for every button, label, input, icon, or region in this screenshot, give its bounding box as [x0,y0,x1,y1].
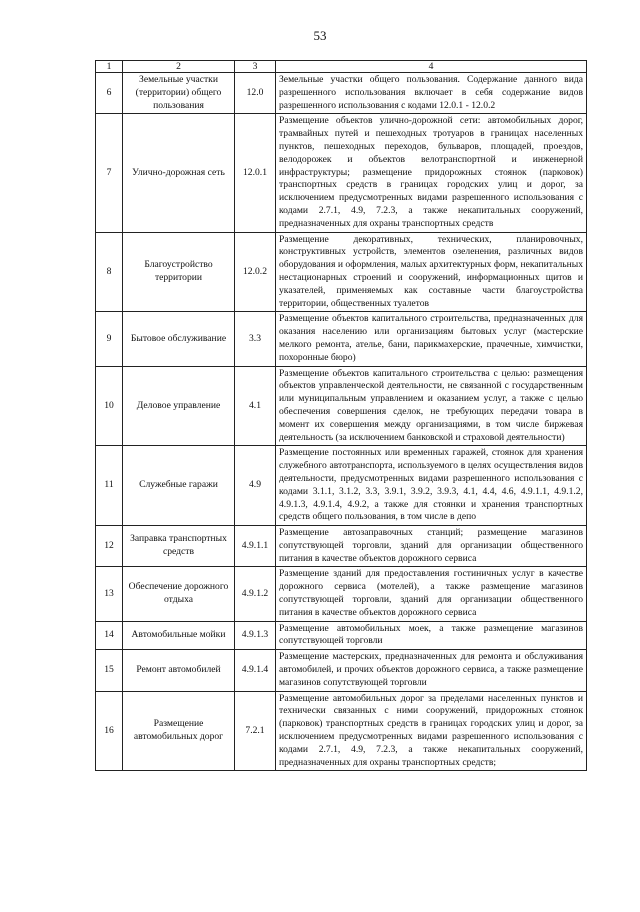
row-number: 15 [96,650,123,691]
use-description: Размещение постоянных или временных гаражей, стоянок для хранения служебного автотранспорта, используемого в целях осуществления видов деятельности, предусмотренных видами разрешенного использования с кодами 3.1.1, 3.1.2, 3.3, 3.9.1, 3.9.2, 3.9.3, 4.1, 4.4, 4.6, 4.9.1.1, 4.9.1.2, 4.9.1.3, 4.9.1.4, 4.9.2, а также для стоянки и хранения транспортных средств общего пользования, в том числе в депо [276,446,587,526]
use-code: 4.9.1.2 [235,567,276,621]
table-header-row [96,61,587,73]
use-description: Размещение декоративных, технических, планировочных, конструктивных устройств, элементов озеленения, различных видов оборудования и оформления, малых архитектурных форм, некапитальных нестационарных строений и сооружений, информационных щитов и указателей, применяемых как составные части благоустройства территории, общественных туалетов [276,232,587,312]
use-name: Улично-дорожная сеть [123,114,235,232]
column-header: 2 [123,61,235,73]
use-description: Размещение автомобильных дорог за пределами населенных пунктов и технически связанных с ними сооружений, придорожных стоянок (парковок) транспортных средств в границах городских улиц и дорог, за исключением предусмотренных видами разрешенного использования с кодами 2.7.1, 4.9, 7.2.3, а также некапитальных сооружений, предназначенных для охраны транспортных средств; [276,691,587,771]
row-number: 7 [96,114,123,232]
row-number: 8 [96,232,123,312]
row-number: 6 [96,73,123,114]
page-number: 53 [313,28,327,43]
use-code: 4.9 [235,446,276,526]
use-name: Благоустройство территории [123,232,235,312]
use-code: 12.0.2 [235,232,276,312]
row-number: 10 [96,366,123,446]
row-number: 11 [96,446,123,526]
use-name: Автомобильные мойки [123,621,235,650]
use-description: Размещение объектов улично-дорожной сети: автомобильных дорог, трамвайных путей и пешеходных тротуаров в границах населенных пунктов, пешеходных переходов, бульваров, площадей, проездов, велодорожек и объектов велотранспортной и инженерной инфраструктуры; размещение придорожных стоянок (парковок) транспортных средств в границах городских улиц и дорог, за исключением предусмотренных видами разрешенного использования с кодами 2.7.1, 4.9, 7.2.3, а также некапитальных сооружений, предназначенных для охраны транспортных средств [276,114,587,232]
column-header: 3 [235,61,276,73]
table-row [96,621,587,650]
use-name: Служебные гаражи [123,446,235,526]
use-description: Размещение объектов капитального строительства, предназначенных для оказания населению или организациям бытовых услуг (мастерские мелкого ремонта, ателье, бани, парикмахерские, прачечные, химчистки, похоронные бюро) [276,312,587,366]
row-number: 16 [96,691,123,771]
row-number: 14 [96,621,123,650]
use-description: Земельные участки общего пользования. Содержание данного вида разрешенного использования включает в себя содержание видов разрешенного использования с кодами 12.0.1 - 12.0.2 [276,73,587,114]
table-row [96,232,587,312]
table-row [96,691,587,771]
use-code: 4.9.1.3 [235,621,276,650]
use-name: Обеспечение дорожного отдыха [123,567,235,621]
use-name: Ремонт автомобилей [123,650,235,691]
use-name: Заправка транспортных средств [123,526,235,567]
use-code: 12.0.1 [235,114,276,232]
use-code: 12.0 [235,73,276,114]
use-description: Размещение мастерских, предназначенных для ремонта и обслуживания автомобилей, и прочих объектов дорожного сервиса, а также размещение магазинов сопутствующей торговли [276,650,587,691]
use-code: 4.9.1.4 [235,650,276,691]
column-header: 1 [96,61,123,73]
use-code: 4.9.1.1 [235,526,276,567]
table-row [96,114,587,232]
use-code: 3.3 [235,312,276,366]
land-use-table [95,60,587,771]
column-header: 4 [276,61,587,73]
use-name: Бытовое обслуживание [123,312,235,366]
use-name: Размещение автомобильных дорог [123,691,235,771]
use-description: Размещение автозаправочных станций; размещение магазинов сопутствующей торговли, зданий для организации общественного питания в качестве объектов дорожного сервиса [276,526,587,567]
table-row [96,446,587,526]
table-row [96,526,587,567]
use-code: 7.2.1 [235,691,276,771]
use-description: Размещение зданий для предоставления гостиничных услуг в качестве дорожного сервиса (мотелей), а также размещение магазинов сопутствующей торговли, зданий для организации общественного питания в качестве объектов дорожного сервиса [276,567,587,621]
row-number: 12 [96,526,123,567]
use-description: Размещение автомобильных моек, а также размещение магазинов сопутствующей торговли [276,621,587,650]
row-number: 13 [96,567,123,621]
row-number: 9 [96,312,123,366]
table-row [96,650,587,691]
table-row [96,567,587,621]
use-description: Размещение объектов капитального строительства с целью: размещения объектов управленческой деятельности, не связанной с государственным или муниципальным управлением и оказанием услуг, а также с целью обеспечения совершения сделок, не требующих передачи товара в момент их совершения между организациями, в том числе биржевая деятельность (за исключением банковской и страховой деятельности) [276,366,587,446]
use-code: 4.1 [235,366,276,446]
table-row [96,312,587,366]
use-name: Деловое управление [123,366,235,446]
use-name: Земельные участки (территории) общего пользования [123,73,235,114]
table-row [96,366,587,446]
table-row [96,73,587,114]
